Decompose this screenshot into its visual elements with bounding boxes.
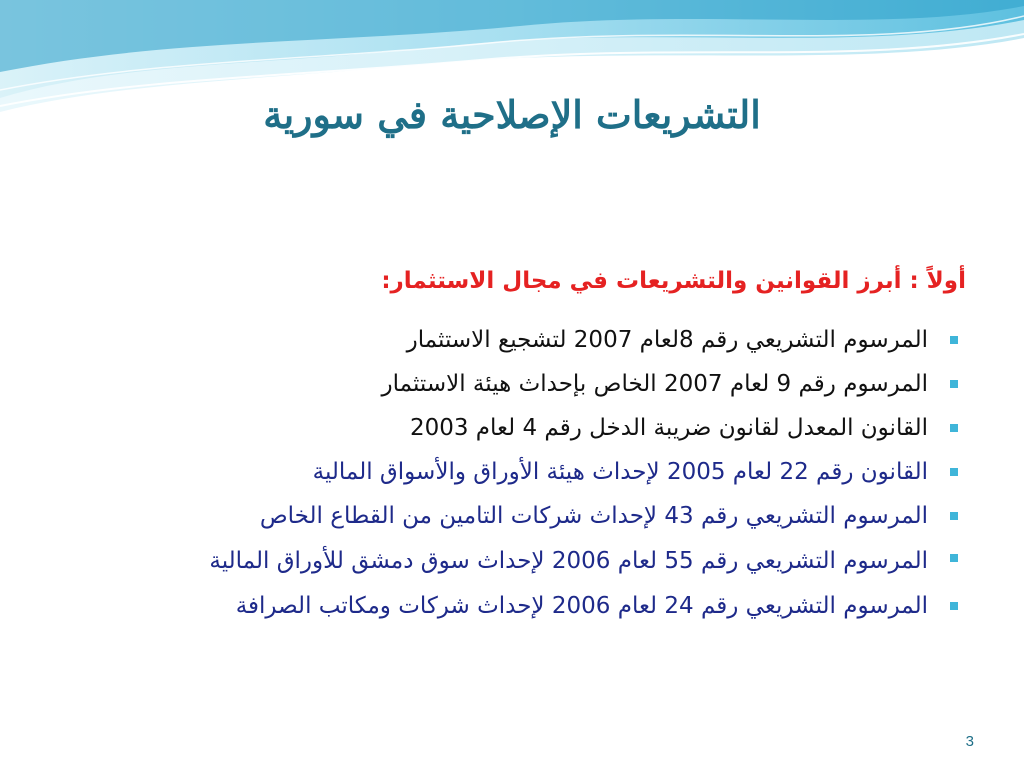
list-item-text: المرسوم التشريعي رقم 55 لعام 2006 لإحداث سوق دمشق للأوراق المالية	[209, 548, 928, 574]
list-item	[66, 584, 966, 628]
legislation-list	[66, 318, 966, 628]
list-item	[66, 450, 966, 494]
page-number: 3	[965, 733, 974, 750]
bullet-square-icon	[950, 424, 958, 432]
list-item-text: المرسوم رقم 9 لعام 2007 الخاص بإحداث هيئة الاستثمار	[381, 371, 928, 397]
list-item	[66, 494, 966, 538]
list-item-text: القانون رقم 22 لعام 2005 لإحداث هيئة الأوراق والأسواق المالية	[312, 459, 928, 485]
slide-title: التشريعات الإصلاحية في سورية	[263, 92, 761, 137]
section-heading: أولاً : أبرز القوانين والتشريعات في مجال الاستثمار:	[381, 268, 966, 294]
list-item	[66, 406, 966, 450]
list-item-text: القانون المعدل لقانون ضريبة الدخل رقم 4 لعام 2003	[409, 415, 928, 441]
bullet-square-icon	[950, 512, 958, 520]
bullet-square-icon	[950, 554, 958, 562]
bullet-square-icon	[950, 468, 958, 476]
list-item	[66, 318, 966, 362]
list-item-text: المرسوم التشريعي رقم 24 لعام 2006 لإحداث شركات ومكاتب الصرافة	[235, 593, 928, 619]
bullet-square-icon	[950, 336, 958, 344]
bullet-square-icon	[950, 602, 958, 610]
list-item	[66, 362, 966, 406]
list-item-text: المرسوم التشريعي رقم 43 لإحداث شركات التامين من القطاع الخاص	[259, 503, 928, 529]
list-item-text: المرسوم التشريعي رقم 8لعام 2007 لتشجيع الاستثمار	[406, 327, 928, 353]
list-item	[66, 538, 966, 584]
bullet-square-icon	[950, 380, 958, 388]
